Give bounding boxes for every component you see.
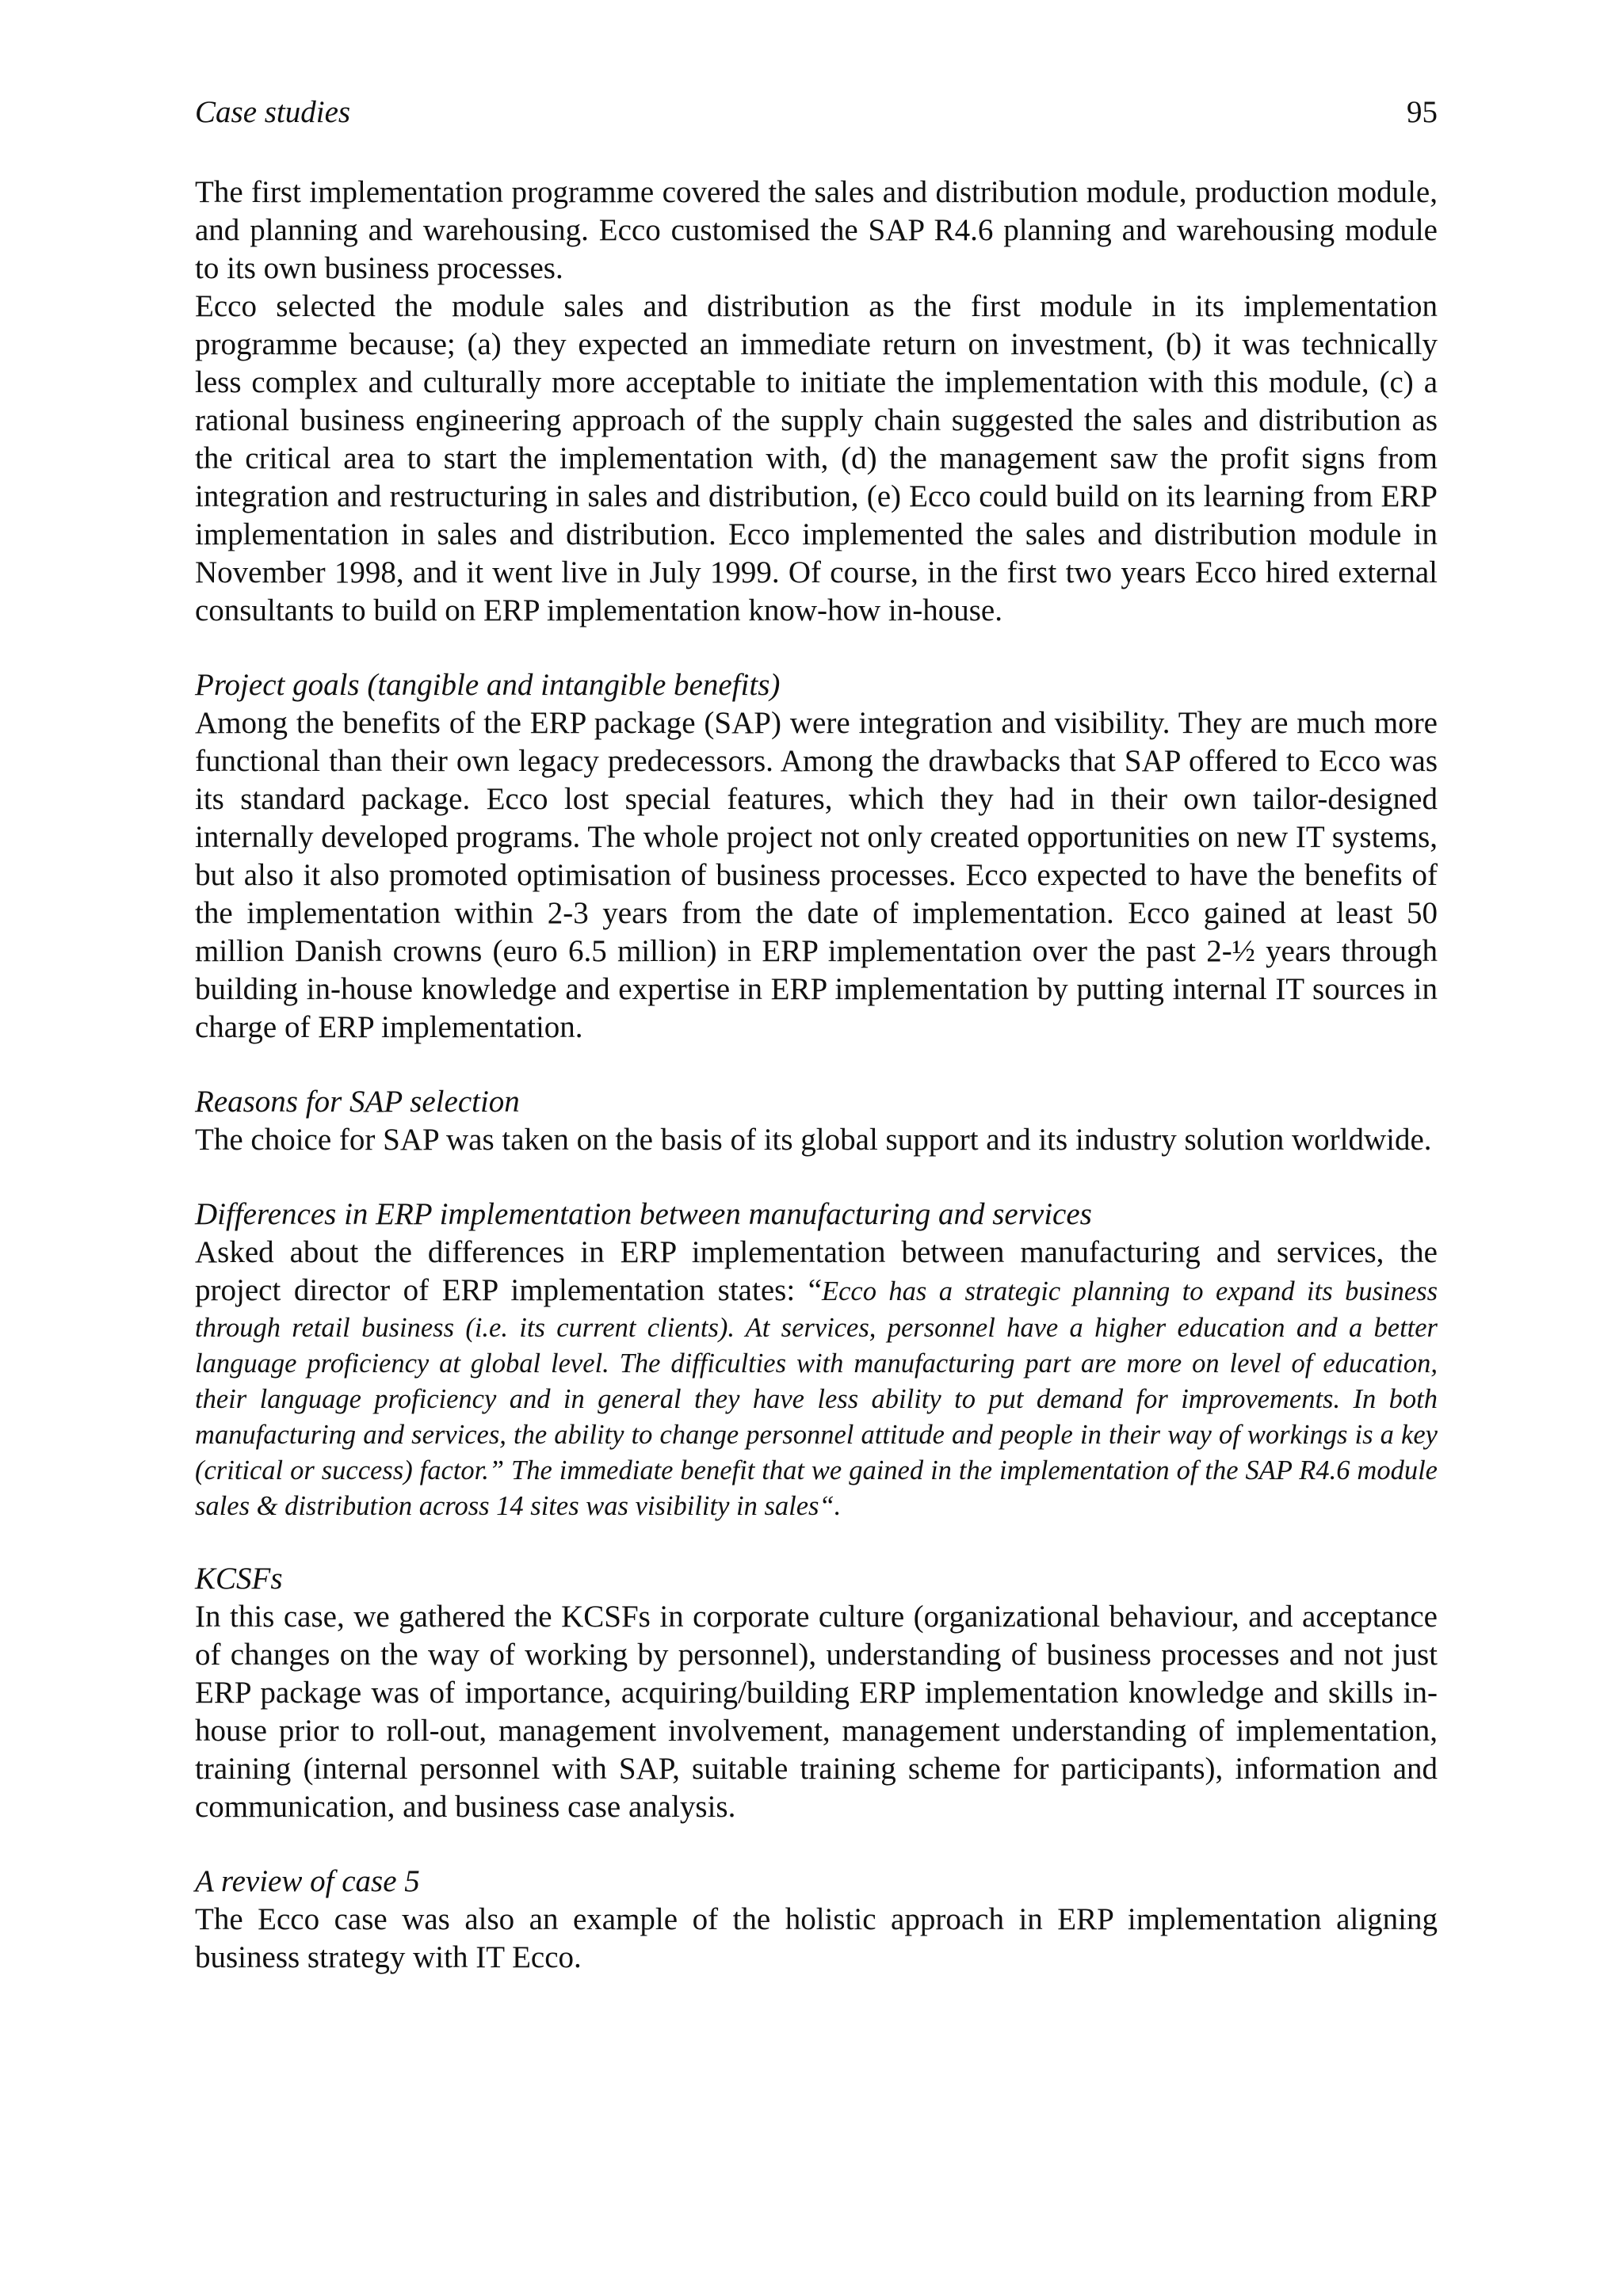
reasons-heading: Reasons for SAP selection [195, 1085, 520, 1119]
review-section [195, 1863, 1438, 1977]
running-header [195, 93, 1438, 132]
goals-heading: Project goals (tangible and intangible benefits) [195, 668, 781, 702]
reasons-body: The choice for SAP was taken on the basis of its global support and its industry solution worldwide. [195, 1123, 1432, 1157]
review-body: The Ecco case was also an example of the holistic approach in ERP implementation aligning business strategy with IT Ecco. [195, 1902, 1438, 1974]
intro-section [195, 174, 1438, 630]
kcsfs-heading: KCSFs [195, 1562, 283, 1596]
running-title: Case studies [195, 95, 351, 129]
differences-heading: Differences in ERP implementation between manufacturing and services [195, 1197, 1092, 1231]
director-quote: Ecco has a strategic planning to expand its business through retail business (i.e. its current clients). At services, personnel have a higher education and a better language proficiency at global level. The difficulties with manufacturing part are more on level of education, their language proficiency and in general they have less ability to put demand for improvements. In both manufacturing and services, the ability to change personnel attitude and people in their way of workings is a key (critical or success) factor.” The immediate benefit that we gained in the implementation of the SAP R4.6 module sales & distribution across 14 sites was visibility in sales“. [195, 1276, 1438, 1521]
goals-section [195, 666, 1438, 1047]
goals-body: Among the benefits of the ERP package (SAP) were integration and visibility. They are much more functional than their own legacy predecessors. Among the drawbacks that SAP offered to Ecco was its standard package. Ecco lost special features, which they had in their own tailor-designed internally developed programs. The whole project not only created opportunities on new IT systems, but also it also promoted optimisation of business processes. Ecco expected to have the benefits of the implementation within 2-3 years from the date of implementation. Ecco gained at least 50 million Danish crowns (euro 6.5 million) in ERP implementation over the past 2-½ years through building in-house knowledge and expertise in ERP implementation by putting internal IT sources in charge of ERP implementation. [195, 706, 1438, 1044]
differences-body [195, 1234, 1438, 1524]
intro-paragraph-2: Ecco selected the module sales and distribution as the first module in its implementation programme because; (a) they expected an immediate return on investment, (b) it was technically less complex and culturally more acceptable to initiate the implementation with this module, (c) a rational business engineering approach of the supply chain suggested the sales and distribution as the critical area to start the implementation with, (d) the management saw the profit signs from integration and restructuring in sales and distribution, (e) Ecco could build on its learning from ERP implementation in sales and distribution. Ecco implemented the sales and distribution module in November 1998, and it went live in July 1999. Of course, in the first two years Ecco hired external consultants to build on ERP implementation know-how in-house. [195, 289, 1438, 627]
differences-section [195, 1196, 1438, 1524]
differences-lead: Asked about the differences in ERP implementation between manufacturing and services, the project director of ERP implementation states: “ [195, 1235, 1438, 1307]
document-page [195, 93, 1438, 2013]
kcsfs-body: In this case, we gathered the KCSFs in corporate culture (organizational behaviour, and acceptance of changes on the way of working by personnel), understanding of business processes and not just ERP package was of importance, acquiring/building ERP implementation knowledge and skills in-house prior to roll-out, management involvement, management understanding of implementation, training (internal personnel with SAP, suitable training scheme for participants), information and communication, and business case analysis. [195, 1600, 1438, 1824]
page-number: 95 [1407, 95, 1438, 129]
intro-paragraph-1: The first implementation programme covered the sales and distribution module, production module, and planning and warehousing. Ecco customised the SAP R4.6 planning and warehousing module to its own business processes. [195, 175, 1438, 285]
review-heading: A review of case 5 [195, 1864, 420, 1898]
kcsfs-section [195, 1560, 1438, 1826]
reasons-section [195, 1083, 1438, 1159]
